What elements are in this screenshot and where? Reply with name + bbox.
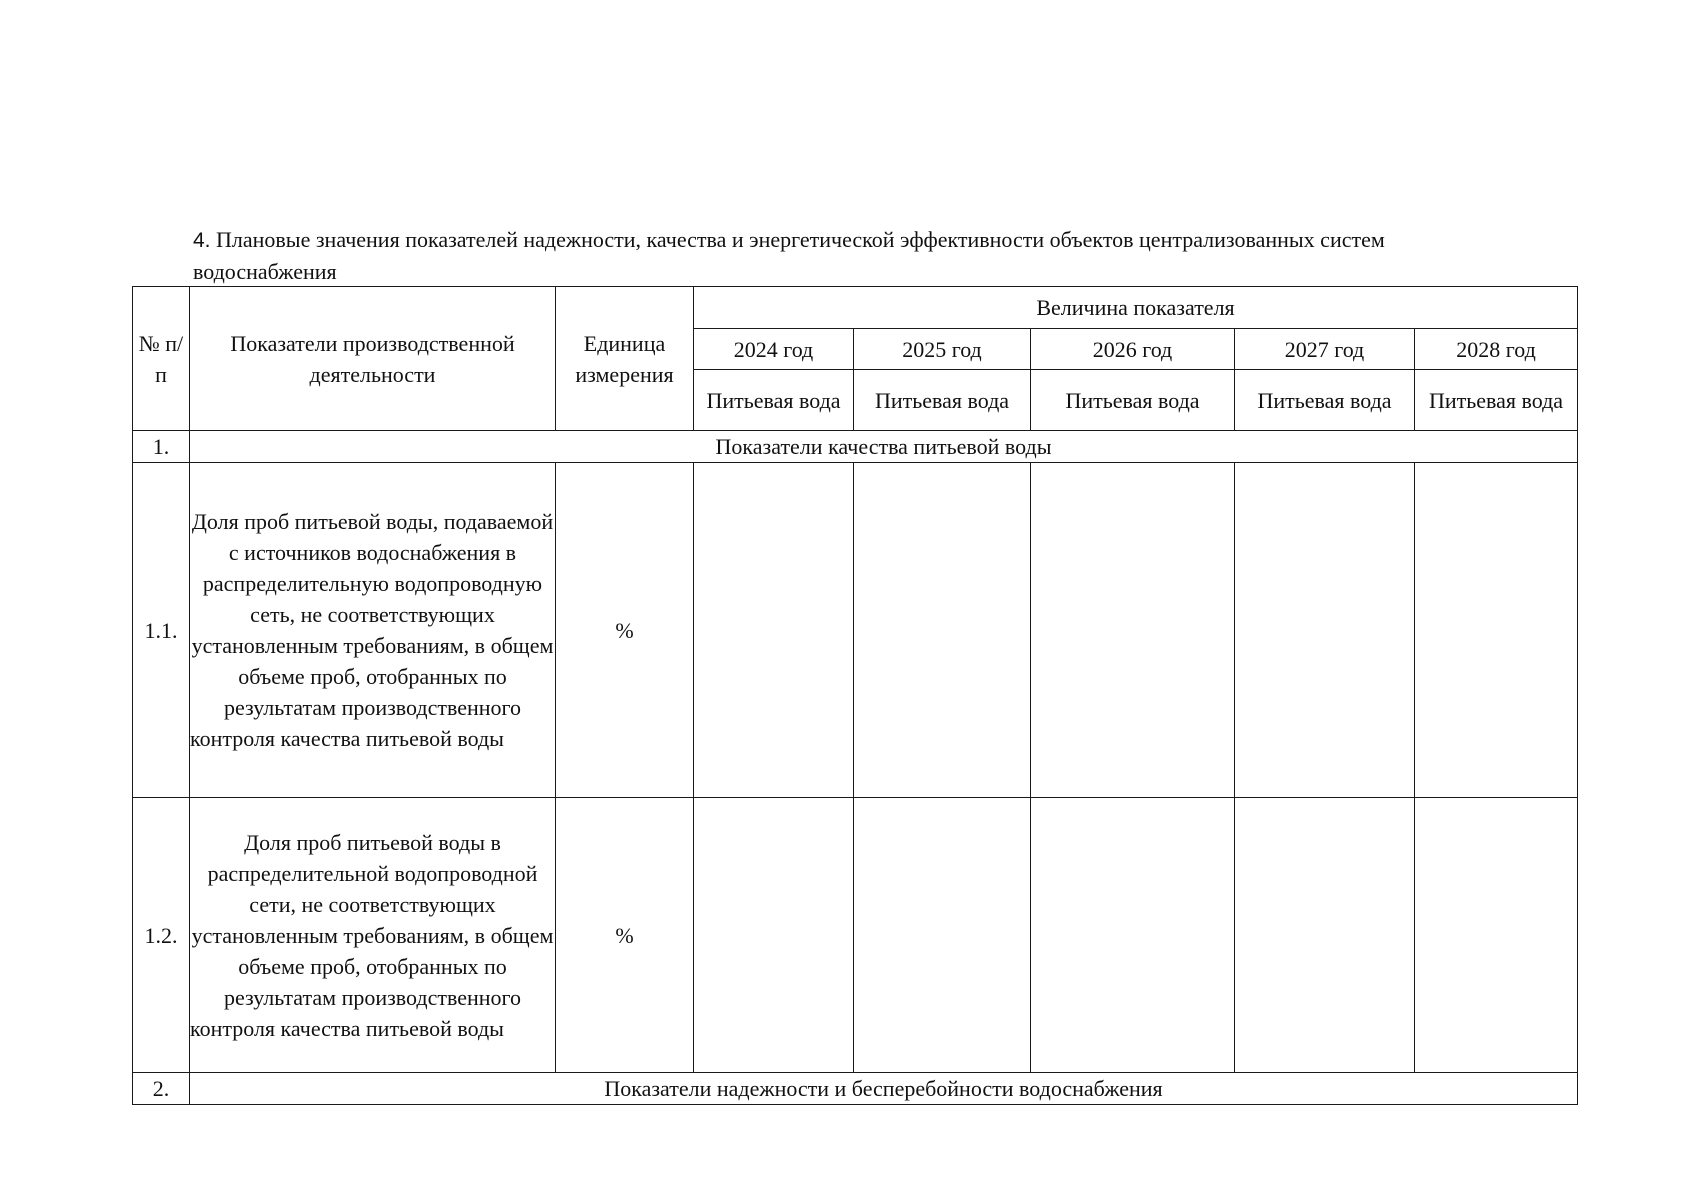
section-title: Показатели качества питьевой воды (190, 431, 1578, 463)
row-unit: % (556, 798, 694, 1073)
row-value-2024 (694, 463, 854, 798)
row-value-2025 (854, 798, 1031, 1073)
row-number: 1.2. (133, 798, 190, 1073)
header-sub-2028: Питьевая вода (1415, 370, 1578, 431)
header-col-number: № п/п (133, 287, 190, 431)
header-col-unit: Единица измерения (556, 287, 694, 431)
section-number: 2. (133, 1073, 190, 1105)
row-indicator: Доля проб питьевой воды, подаваемой с источников водоснабжения в распределительную водопроводную сеть, не соответствующих установленным требованиям, в общем объеме проб, отобранных по результатам производственного контроля качества питьевой воды (190, 463, 556, 798)
row-value-2028 (1415, 463, 1578, 798)
header-sub-2026: Питьевая вода (1031, 370, 1235, 431)
row-value-2026 (1031, 463, 1235, 798)
table-row (133, 798, 1578, 1073)
header-year-2028: 2028 год (1415, 329, 1578, 370)
table-heading (193, 224, 1523, 287)
row-value-2028 (1415, 798, 1578, 1073)
row-value-2027 (1235, 798, 1415, 1073)
indicators-table (132, 286, 1578, 1105)
header-year-2026: 2026 год (1031, 329, 1235, 370)
header-year-2027: 2027 год (1235, 329, 1415, 370)
row-number: 1.1. (133, 463, 190, 798)
row-value-2025 (854, 463, 1031, 798)
row-value-2024 (694, 798, 854, 1073)
section-row (133, 431, 1578, 463)
header-row-group (133, 287, 1578, 329)
row-value-2027 (1235, 463, 1415, 798)
header-sub-2024: Питьевая вода (694, 370, 854, 431)
row-indicator: Доля проб питьевой воды в распределительной водопроводной сети, не соответствующих установленным требованиям, в общем объеме проб, отобранных по результатам производственного контроля качества питьевой воды (190, 798, 556, 1073)
header-sub-2025: Питьевая вода (854, 370, 1031, 431)
row-unit: % (556, 463, 694, 798)
header-year-2025: 2025 год (854, 329, 1031, 370)
section-title: Показатели надежности и бесперебойности водоснабжения (190, 1073, 1578, 1105)
table-row (133, 463, 1578, 798)
heading-number: 4. (193, 229, 211, 252)
header-value-group: Величина показателя (694, 287, 1578, 329)
header-col-indicator: Показатели производственной деятельности (190, 287, 556, 431)
row-value-2026 (1031, 798, 1235, 1073)
header-sub-2027: Питьевая вода (1235, 370, 1415, 431)
section-row (133, 1073, 1578, 1105)
heading-text: Плановые значения показателей надежности, качества и энергетической эффективности объектов централизованных систем водоснабжения (193, 227, 1385, 284)
section-number: 1. (133, 431, 190, 463)
header-year-2024: 2024 год (694, 329, 854, 370)
